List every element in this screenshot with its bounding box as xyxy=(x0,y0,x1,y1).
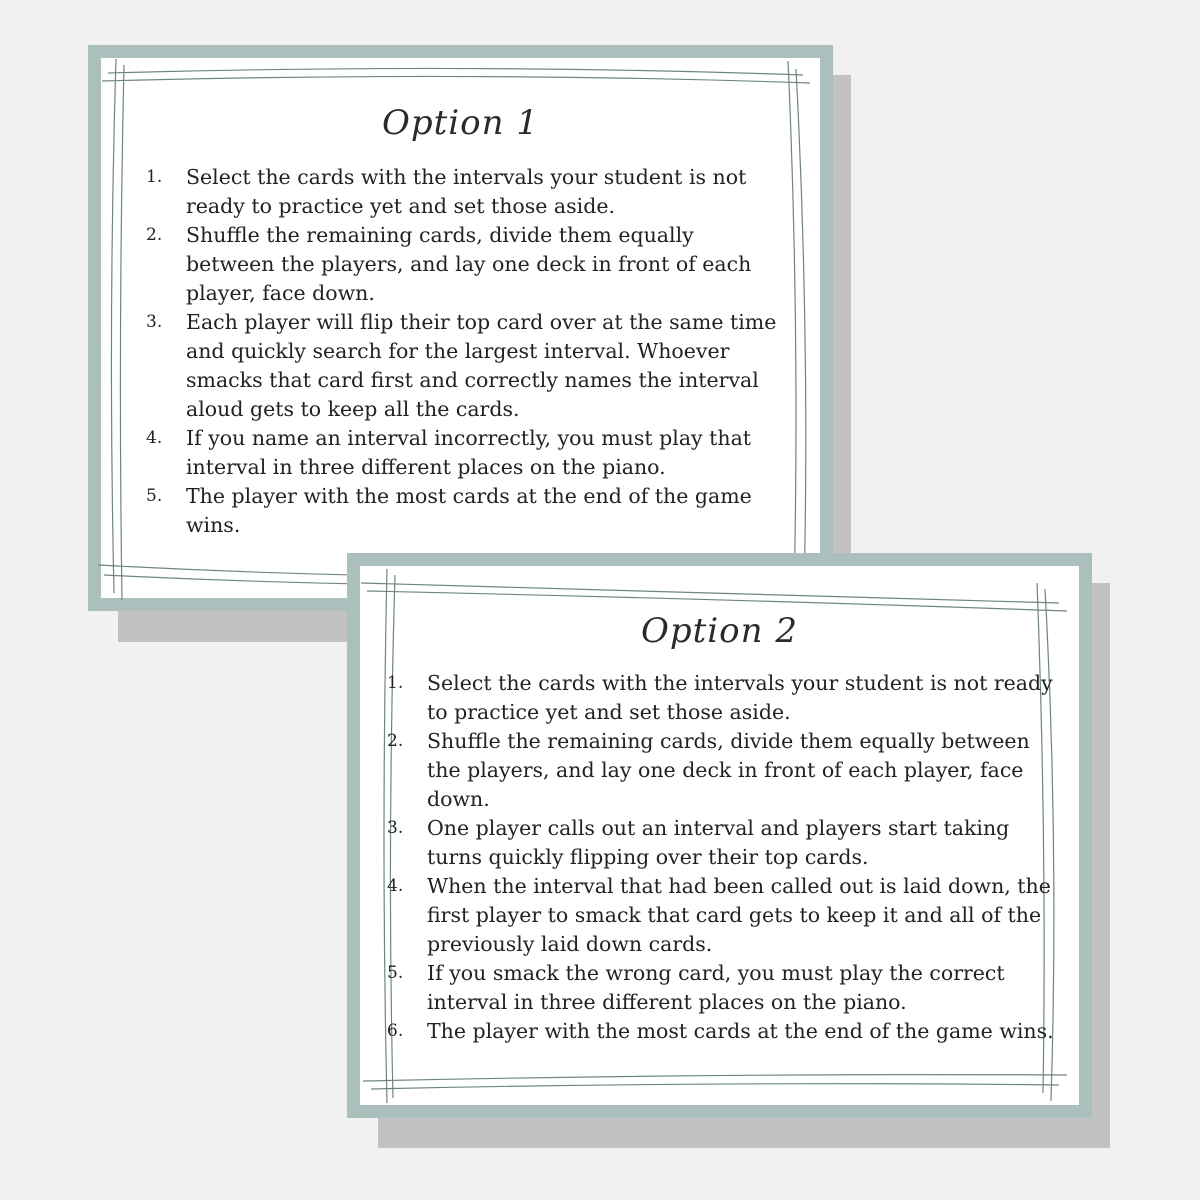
step-number: 4. xyxy=(146,428,163,448)
step-text: Shuffle the remaining cards, divide them equally between the players, and lay one deck in front of each player, face down. xyxy=(427,729,1030,811)
step-number: 3. xyxy=(146,312,163,332)
list-item xyxy=(387,1017,1067,1046)
step-text: The player with the most cards at the end of the game wins. xyxy=(186,484,752,537)
step-number: 3. xyxy=(387,818,404,838)
step-text: Select the cards with the intervals your student is not ready to practice yet and set those aside. xyxy=(186,165,747,218)
step-text: The player with the most cards at the end of the game wins. xyxy=(427,1019,1054,1043)
card-title: Option 1 xyxy=(382,103,539,143)
list-item xyxy=(387,727,1067,814)
step-number: 1. xyxy=(387,673,404,693)
steps-list xyxy=(387,669,1067,1046)
list-item xyxy=(146,163,786,221)
list-item xyxy=(387,669,1067,727)
steps-list xyxy=(146,163,786,540)
list-item xyxy=(146,308,786,424)
step-text: One player calls out an interval and players start taking turns quickly flipping over their top cards. xyxy=(427,816,1010,869)
list-item xyxy=(387,872,1067,959)
step-text: Each player will flip their top card over at the same time and quickly search for the largest interval. Whoever smacks that card first and correctly names the interval aloud gets to keep all the cards. xyxy=(186,310,777,421)
step-number: 4. xyxy=(387,876,404,896)
step-text: If you smack the wrong card, you must play the correct interval in three different places on the piano. xyxy=(427,961,1005,1014)
step-text: If you name an interval incorrectly, you must play that interval in three different places on the piano. xyxy=(186,426,752,479)
list-item xyxy=(146,424,786,482)
instruction-card-option-2 xyxy=(347,553,1092,1118)
step-text: When the interval that had been called out is laid down, the first player to smack that card gets to keep it and all of the previously laid down cards. xyxy=(427,874,1051,956)
instruction-card-option-1 xyxy=(88,45,833,611)
step-number: 2. xyxy=(146,225,163,245)
step-text: Select the cards with the intervals your student is not ready to practice yet and set those aside. xyxy=(427,671,1053,724)
list-item xyxy=(387,959,1067,1017)
list-item xyxy=(146,221,786,308)
step-number: 6. xyxy=(387,1021,404,1041)
step-number: 1. xyxy=(146,167,163,187)
step-number: 2. xyxy=(387,731,404,751)
list-item xyxy=(387,814,1067,872)
step-number: 5. xyxy=(387,963,404,983)
card-title: Option 2 xyxy=(641,611,798,651)
step-number: 5. xyxy=(146,486,163,506)
list-item xyxy=(146,482,786,540)
step-text: Shuffle the remaining cards, divide them equally between the players, and lay one deck in front of each player, face down. xyxy=(186,223,752,305)
